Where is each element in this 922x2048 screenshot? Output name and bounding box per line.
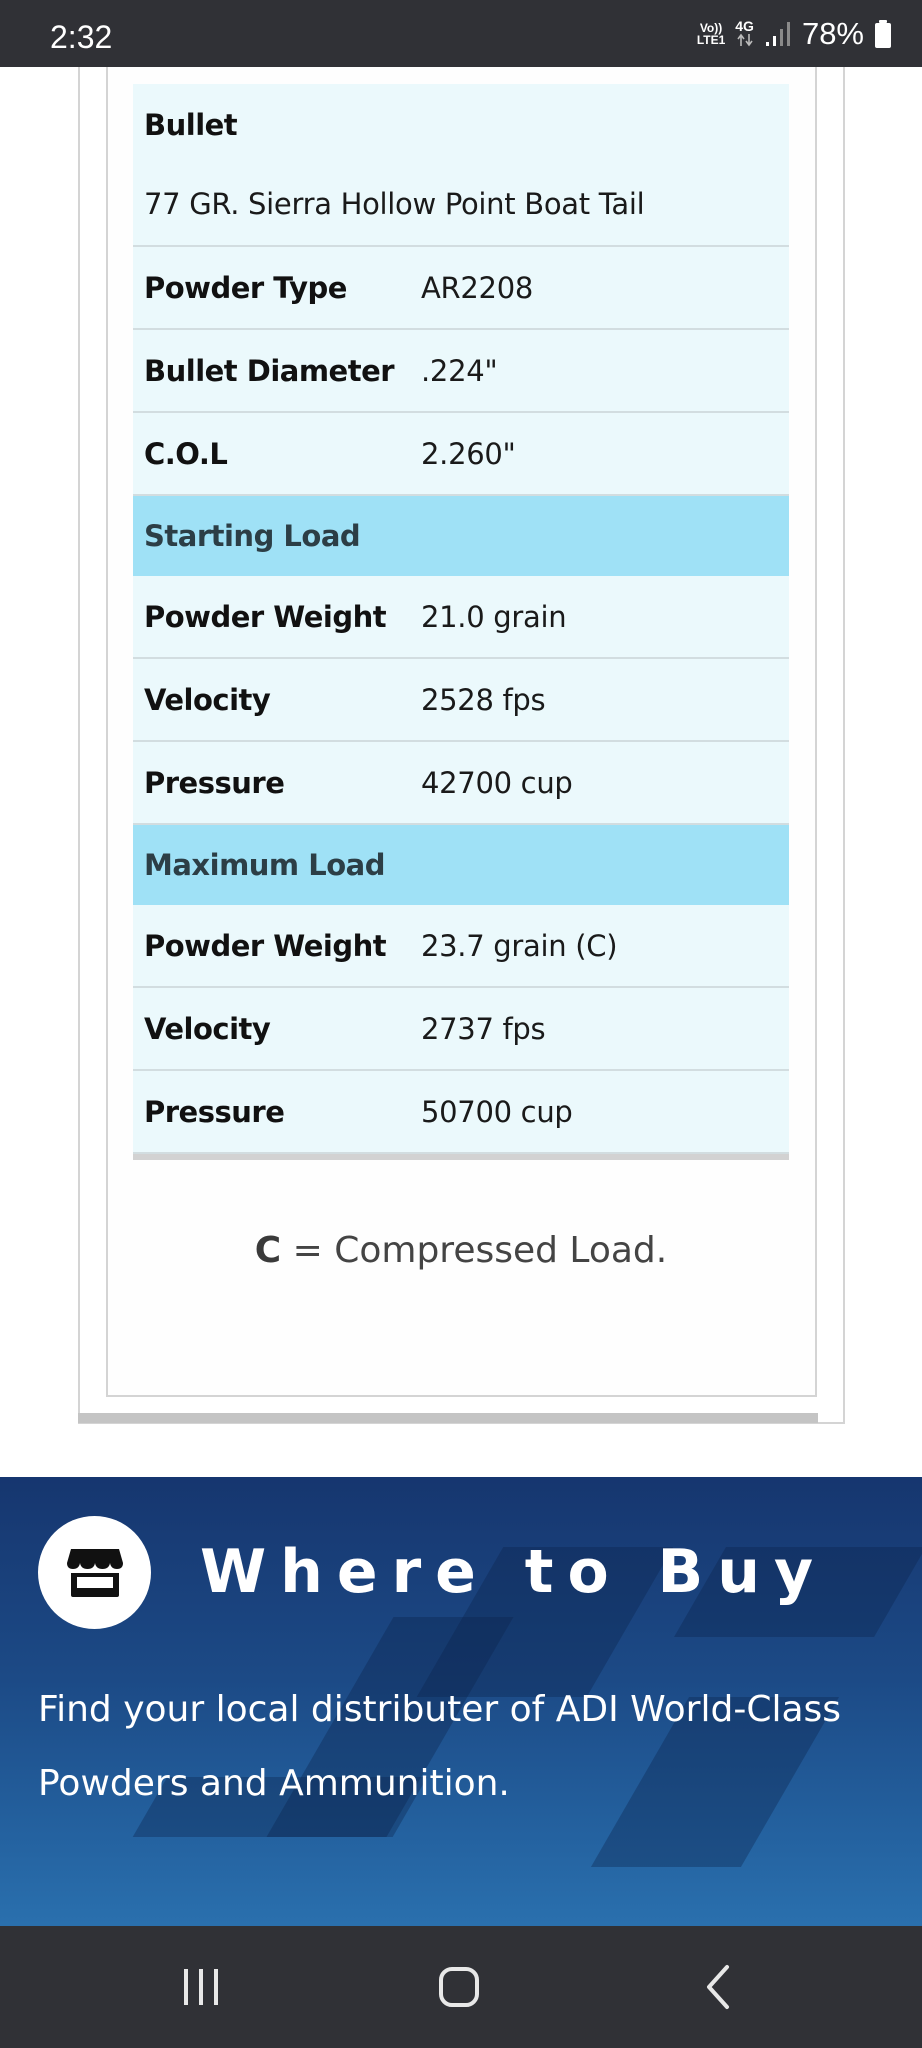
max-velocity-label: Velocity (144, 1011, 271, 1046)
volte-line2: LTE1 (696, 33, 726, 47)
start-velocity-value: 2528 fps (421, 682, 546, 717)
card-shadow (78, 1413, 818, 1423)
start-velocity-label: Velocity (144, 682, 271, 717)
page-content (0, 67, 922, 1477)
bullet-label: Bullet (144, 108, 238, 142)
network-type: 4G (735, 18, 754, 34)
bullet-value: 77 GR. Sierra Hollow Point Boat Tail (144, 187, 645, 221)
start-pressure-value: 42700 cup (421, 765, 573, 800)
data-arrows-icon (737, 33, 753, 47)
home-button[interactable] (419, 1954, 499, 2020)
bullet-diameter-label: Bullet Diameter (144, 353, 395, 388)
max-powder-weight-value: 23.7 grain (C) (421, 928, 618, 963)
table-row-bullet-diameter (133, 330, 789, 413)
col-value: 2.260" (421, 436, 516, 471)
recents-button[interactable] (161, 1954, 241, 2020)
max-pressure-value: 50700 cup (421, 1094, 573, 1129)
recents-icon (180, 1966, 222, 2008)
section-header-starting-load (133, 496, 789, 576)
home-icon (437, 1965, 481, 2009)
starting-load-heading: Starting Load (144, 519, 361, 553)
volte-line1: Vo)) (699, 21, 723, 35)
start-pressure-label: Pressure (144, 765, 285, 800)
maximum-load-heading: Maximum Load (144, 848, 385, 882)
battery-icon (874, 19, 892, 49)
back-icon (703, 1964, 733, 2010)
where-to-buy-banner[interactable] (0, 1477, 922, 1926)
start-powder-weight-value: 21.0 grain (421, 599, 567, 634)
table-row-start-pressure (133, 742, 789, 825)
table-row-bullet (133, 84, 789, 247)
table-row-max-pressure (133, 1071, 789, 1154)
status-icons (697, 16, 892, 52)
table-row-col (133, 413, 789, 496)
volte-indicator (697, 22, 725, 46)
powder-type-label: Powder Type (144, 270, 347, 305)
max-powder-weight-label: Powder Weight (144, 928, 387, 963)
load-data-table (133, 84, 789, 1160)
network-indicator (735, 19, 754, 49)
status-time: 2:32 (50, 19, 113, 55)
section-header-maximum-load (133, 825, 789, 905)
store-icon-circle[interactable] (38, 1516, 151, 1629)
start-powder-weight-label: Powder Weight (144, 599, 387, 634)
signal-icon (764, 20, 792, 48)
where-to-buy-title[interactable]: Where to Buy (200, 1537, 828, 1607)
table-row-max-velocity (133, 988, 789, 1071)
table-row-start-velocity (133, 659, 789, 742)
where-to-buy-description: Find your local distributer of ADI World-Class Powders and Ammunition. (38, 1689, 842, 1804)
system-navigation-bar (0, 1926, 922, 2048)
table-row-powder-type (133, 247, 789, 330)
max-pressure-label: Pressure (144, 1094, 285, 1129)
max-velocity-value: 2737 fps (421, 1011, 546, 1046)
table-row-max-powder-weight (133, 905, 789, 988)
back-button[interactable] (678, 1954, 758, 2020)
bullet-diameter-value: .224" (421, 353, 498, 388)
powder-type-value: AR2208 (421, 270, 533, 305)
battery-percent: 78% (801, 16, 864, 51)
footnote-symbol: C (254, 1230, 282, 1271)
store-icon (65, 1547, 125, 1599)
status-bar (0, 0, 922, 67)
col-label: C.O.L (144, 436, 228, 471)
table-row-start-powder-weight (133, 576, 789, 659)
compressed-load-footnote (0, 1230, 922, 1271)
table-bottom-border (133, 1154, 789, 1160)
footnote-text: = Compressed Load. (281, 1230, 668, 1271)
